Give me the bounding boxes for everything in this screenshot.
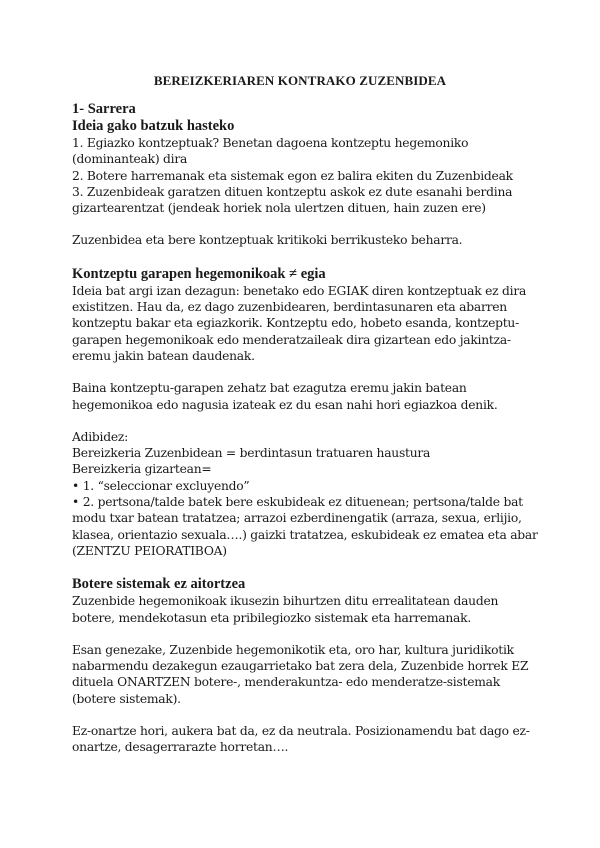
- intro-item-2: 2. Botere harremanak eta sistemak egon ez balira ekiten du Zuzenbideak: [72, 168, 513, 183]
- document-body: [72, 101, 542, 756]
- section-heading-power: Botere sistemak ez aitortzea: [72, 576, 246, 593]
- list-item: [72, 478, 542, 494]
- intro-conclusion: Zuzenbidea eta bere kontzeptuak kritikoki berrikusteko beharra.: [72, 233, 463, 248]
- section-heading-intro: 1- Sarrera: [72, 101, 136, 117]
- example-line-law: Bereizkeria Zuzenbidean = berdintasun tratuaren haustura: [72, 446, 431, 461]
- power-paragraph-3: Ez-onartze hori, aukera bat da, ez da neutrala. Posizionamendu bat dago ez-onartze, desagerrarazte horretan….: [72, 724, 530, 755]
- intro-item-1: 1. Egiazko kontzeptuak? Benetan dagoena kontzeptu hegemoniko (dominanteak) dira: [72, 136, 469, 167]
- hegemony-paragraph-1: Ideia bat argi izan dezagun: benetako edo EGIAK diren kontzeptuak ez dira existitzen. Hau da, ez dago zuzenbidearen, berdintasunaren eta abarren kontzeptu bakar eta egiazkorik. Kontzeptu edo, hobeto esanda, kontzeptu-garapen hegemonikoak edo menderatzaileak dira gizartean edo jakintza-eremu jakin batean daudenak.: [72, 283, 527, 363]
- intro-item-3: 3. Zuzenbideak garatzen dituen kontzeptu askok ez dute esanahi berdina gizartearentzat (jendeak horiek nola ulertzen dituen, hain zuzen ere): [72, 184, 513, 216]
- bullet-icon: •: [72, 478, 80, 493]
- list-item: [72, 494, 542, 559]
- subheading-key-ideas: Ideia gako batzuk hasteko: [72, 118, 235, 134]
- example-label: Adibidez:: [72, 429, 129, 444]
- example-line-society: Bereizkeria gizartean=: [72, 462, 212, 477]
- hegemony-paragraph-2: Baina kontzeptu-garapen zehatz bat ezagutza eremu jakin batean hegemonikoa edo nagusia izateak ez du esan nahi hori egiazkoa denik.: [72, 381, 498, 412]
- power-paragraph-2: Esan genezake, Zuzenbide hegemonikotik eta, oro har, kultura juridikotik nabarmendu dezakegun ezaugarrietako bat zera dela, Zuzenbide horrek EZ dituela ONARTZEN botere-, menderakuntza- edo menderatze-sistemak (botere sistemak).: [72, 642, 529, 706]
- document-title: BEREIZKERIAREN KONTRAKO ZUZENBIDEA: [153, 73, 447, 88]
- section-heading-hegemony: Kontzeptu garapen hegemonikoak ≠ egia: [72, 265, 326, 282]
- bullet-text: 2. pertsona/talde batek bere eskubideak ez dituenean; pertsona/talde bat modu txar batean tratatzea; arrazoi ezberdinengatik (arraza, sexua, erlijio, klasea, orientazio sexuala….) gaizki tratatzea, eskubideak ez ematea eta abar (ZENTZU PEIORATIBOA): [72, 495, 538, 558]
- bullet-text: 1. “seleccionar excluyendo”: [82, 478, 250, 493]
- bullet-icon: •: [72, 495, 80, 510]
- power-paragraph-1: Zuzenbide hegemonikoak ikusezin bihurtzen ditu errealitatean dauden botere, mendekotasun eta pribilegiozko sistemak eta harremanak.: [72, 594, 499, 625]
